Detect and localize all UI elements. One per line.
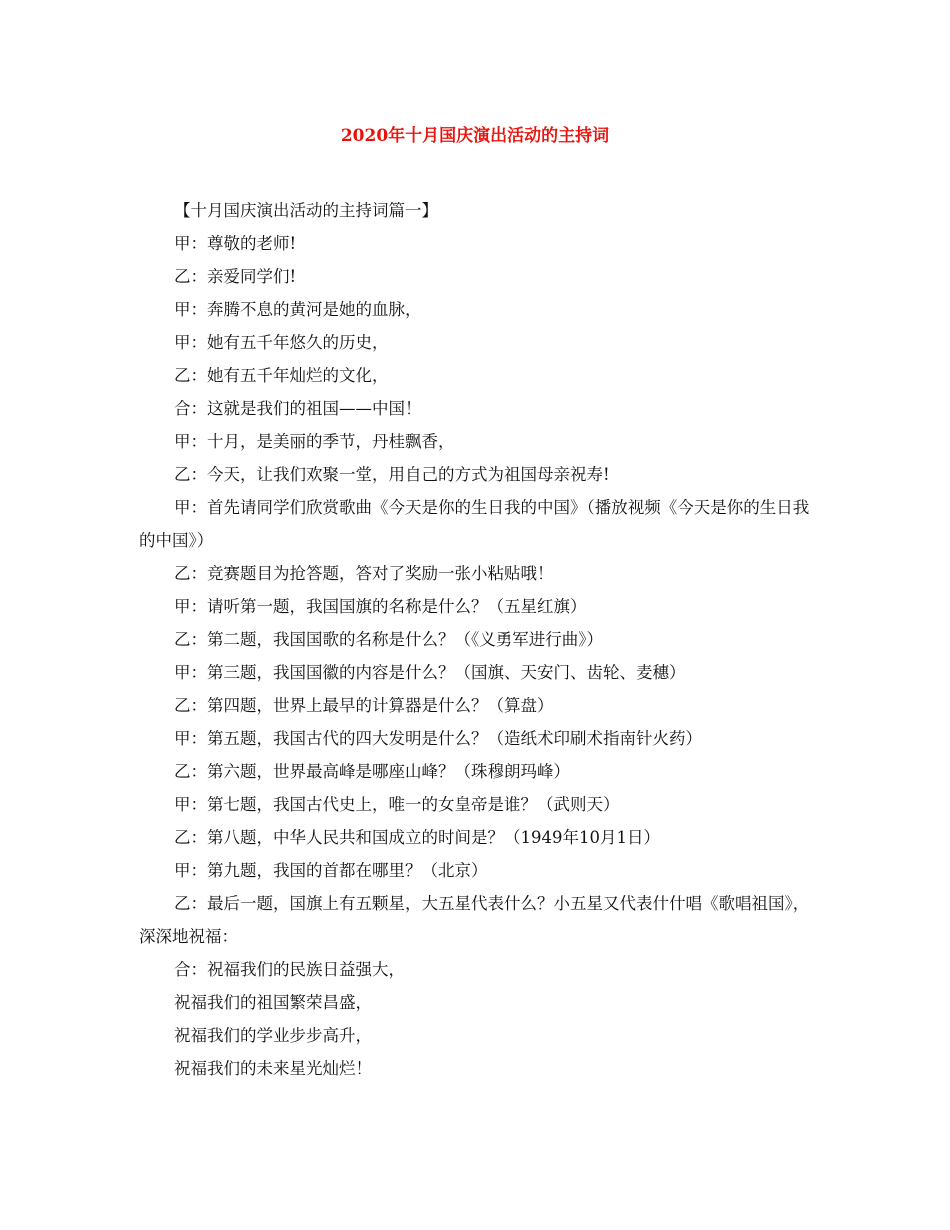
paragraph: 合：祝福我们的民族日益强大， (174, 960, 405, 979)
paragraph: 乙：亲爱同学们! (174, 267, 297, 286)
paragraph: 甲：请听第一题，我国国旗的名称是什么？（五星红旗） (174, 597, 587, 616)
paragraph: 祝福我们的祖国繁荣昌盛， (174, 993, 372, 1012)
paragraph: 甲：第五题，我国古代的四大发明是什么？（造纸术印刷术指南针火药） (174, 729, 702, 748)
paragraph: 祝福我们的学业步步高升， (174, 1026, 372, 1045)
document-title: 2020年十月国庆演出活动的主持词 (340, 126, 610, 146)
paragraph: 甲：第三题，我国国徽的内容是什么？（国旗、天安门、齿轮、麦穗） (174, 663, 686, 682)
paragraph: 合：这就是我们的祖国——中国！ (174, 399, 422, 418)
paragraph: 乙：今天，让我们欢聚一堂，用自己的方式为祖国母亲祝寿! (174, 465, 610, 484)
paragraph: 乙：最后一题，国旗上有五颗星，大五星代表什么？小五星又代表什什唱《歌唱祖国》，深深地祝福： (139, 894, 810, 946)
paragraph: 甲：她有五千年悠久的历史， (174, 333, 389, 352)
paragraph: 乙：竞赛题目为抢答题，答对了奖励一张小粘贴哦！ (174, 564, 554, 583)
paragraph: 甲：奔腾不息的黄河是她的血脉， (174, 300, 422, 319)
paragraph: 甲：十月，是美丽的季节，丹桂飘香， (174, 432, 455, 451)
paragraph: 祝福我们的未来星光灿烂！ (174, 1059, 372, 1078)
section-heading: 【十月国庆演出活动的主持词篇一】 (174, 201, 438, 220)
paragraph: 乙：第四题，世界上最早的计算器是什么？（算盘） (174, 696, 554, 715)
paragraph: 甲：尊敬的老师! (174, 234, 297, 253)
paragraph: 甲：第七题，我国古代史上，唯一的女皇帝是谁？（武则天） (174, 795, 620, 814)
document-body (139, 194, 814, 1085)
paragraph: 乙：第八题，中华人民共和国成立的时间是？（1949年10月1日） (174, 828, 660, 847)
paragraph: 乙：第六题，世界最高峰是哪座山峰？（珠穆朗玛峰） (174, 762, 570, 781)
paragraph: 乙：第二题，我国国歌的名称是什么？（《义勇军进行曲》） (174, 630, 603, 649)
paragraph: 甲：首先请同学们欣赏歌曲《今天是你的生日我的中国》（播放视频《今天是你的生日我的中国》） (139, 498, 810, 550)
paragraph: 乙：她有五千年灿烂的文化， (174, 366, 389, 385)
paragraph: 甲：第九题，我国的首都在哪里？（北京） (174, 861, 488, 880)
